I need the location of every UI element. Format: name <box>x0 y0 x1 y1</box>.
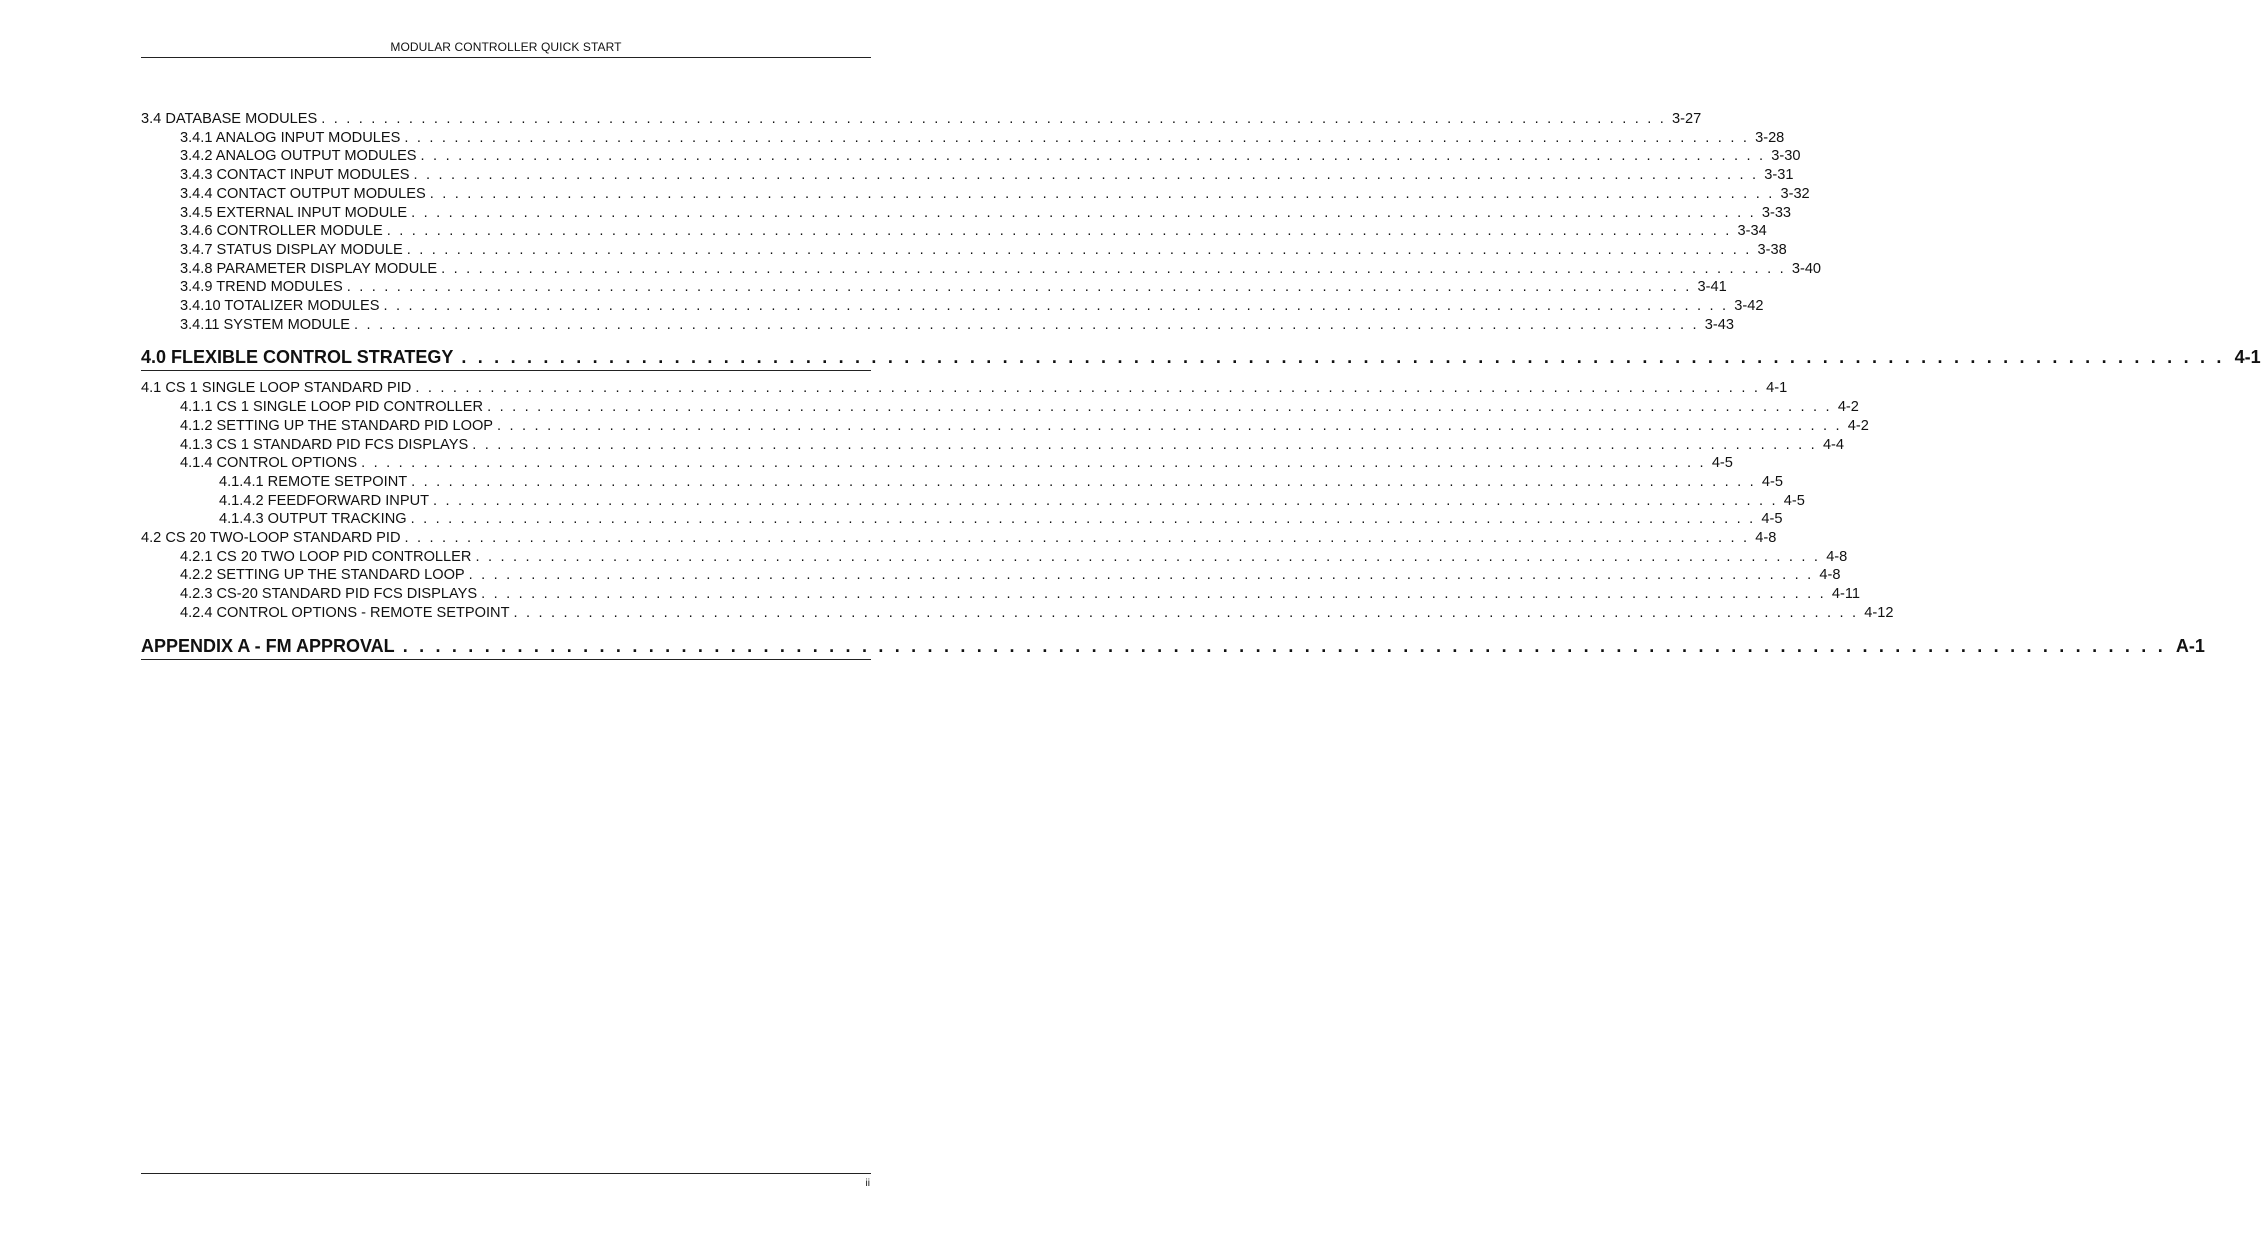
toc-entry-label: 4.1.4.2 FEEDFORWARD INPUT <box>219 492 430 509</box>
toc-entry[interactable] <box>141 297 1764 316</box>
dot-leader: . . . . . . . . . . . . . . . . . . . . . . . . . . . . . . . . . . . . . . . . . . . . . . . . . . . . . . . . . . . . . . . . . . . . . . . . . . . . . . . . . . . . . . . . . . . . . . . . . . . . . . . . . . . . <box>513 604 1859 621</box>
toc-entry-label: 4.2.3 CS-20 STANDARD PID FCS DISPLAYS <box>180 586 478 603</box>
dot-leader: . . . . . . . . . . . . . . . . . . . . . . . . . . . . . . . . . . . . . . . . . . . . . . . . . . . . . . . . . . . . . . . . . . . . . . . . . . . . . . . . . . . . . . . . . . . . . . . . . . . . . . . . . . . . <box>461 347 2225 368</box>
toc-entry-label: 4.1.4.3 OUTPUT TRACKING <box>219 511 407 528</box>
toc-entry-page: 4-2 <box>1837 399 1859 416</box>
toc-entry-page: 4-5 <box>1761 511 1783 528</box>
header-rule <box>141 57 871 58</box>
dot-leader: . . . . . . . . . . . . . . . . . . . . . . . . . . . . . . . . . . . . . . . . . . . . . . . . . . . . . . . . . . . . . . . . . . . . . . . . . . . . . . . . . . . . . . . . . . . . . . . . . . . . . . . . . . . . <box>429 185 1775 202</box>
toc-entry[interactable] <box>141 529 1777 548</box>
spacer <box>141 334 871 346</box>
spacer <box>141 623 871 635</box>
toc-entry-label: 3.4.2 ANALOG OUTPUT MODULES <box>180 148 417 165</box>
dot-leader: . . . . . . . . . . . . . . . . . . . . . . . . . . . . . . . . . . . . . . . . . . . . . . . . . . . . . . . . . . . . . . . . . . . . . . . . . . . . . . . . . . . . . . . . . . . . . . . . . . . . . . . . . . . . <box>475 548 1821 565</box>
toc-entry-label: 3.4.11 SYSTEM MODULE <box>180 316 351 333</box>
dot-leader: . . . . . . . . . . . . . . . . . . . . . . . . . . . . . . . . . . . . . . . . . . . . . . . . . . . . . . . . . . . . . . . . . . . . . . . . . . . . . . . . . . . . . . . . . . . . . . . . . . . . . . . . . . . . <box>433 492 1778 509</box>
dot-leader: . . . . . . . . . . . . . . . . . . . . . . . . . . . . . . . . . . . . . . . . . . . . . . . . . . . . . . . . . . . . . . . . . . . . . . . . . . . . . . . . . . . . . . . . . . . . . . . . . . . . . . . . . . . . <box>441 260 1786 277</box>
toc-entry-page: 3-28 <box>1755 129 1785 146</box>
toc-entry-label: 4.1.2 SETTING UP THE STANDARD PID LOOP <box>180 417 494 434</box>
dot-leader: . . . . . . . . . . . . . . . . . . . . . . . . . . . . . . . . . . . . . . . . . . . . . . . . . . . . . . . . . . . . . . . . . . . . . . . . . . . . . . . . . . . . . . . . . . . . . . . . . . . . . . . . . . . . <box>410 511 1756 528</box>
toc-entry[interactable] <box>141 204 1792 223</box>
toc-entry-page: 3-33 <box>1761 204 1792 221</box>
dot-leader: . . . . . . . . . . . . . . . . . . . . . . . . . . . . . . . . . . . . . . . . . . . . . . . . . . . . . . . . . . . . . . . . . . . . . . . . . . . . . . . . . . . . . . . . . . . . . . . . . . . . . . . . . . . . <box>497 417 1842 434</box>
toc-entry-page: 3-41 <box>1697 279 1727 296</box>
toc-entry-label: 4.2.4 CONTROL OPTIONS - REMOTE SETPOINT <box>180 604 510 621</box>
toc-entry-label: 3.4.8 PARAMETER DISPLAY MODULE <box>180 260 438 277</box>
toc-entry-label: 3.4.7 STATUS DISPLAY MODULE <box>180 241 403 258</box>
dot-leader: . . . . . . . . . . . . . . . . . . . . . . . . . . . . . . . . . . . . . . . . . . . . . . . . . . . . . . . . . . . . . . . . . . . . . . . . . . . . . . . . . . . . . . . . . . . . . . . . . . . . . . . . . . . . <box>420 148 1766 165</box>
toc-entry[interactable] <box>141 185 1810 204</box>
toc-entry[interactable] <box>141 166 1794 185</box>
dot-leader: . . . . . . . . . . . . . . . . . . . . . . . . . . . . . . . . . . . . . . . . . . . . . . . . . . . . . . . . . . . . . . . . . . . . . . . . . . . . . . . . . . . . . . . . . . . . . . . . . . . . . . . . . . . . <box>404 530 1750 547</box>
toc-entry[interactable] <box>141 110 1702 129</box>
dot-leader: . . . . . . . . . . . . . . . . . . . . . . . . . . . . . . . . . . . . . . . . . . . . . . . . . . . . . . . . . . . . . . . . . . . . . . . . . . . . . . . . . . . . . . . . . . . . . . . . . . . . . . . . . . . . <box>415 380 1761 397</box>
toc-chapter-label: APPENDIX A - FM APPROVAL <box>141 635 395 656</box>
toc-entry-label: 3.4.6 CONTROLLER MODULE <box>180 223 383 240</box>
dot-leader: . . . . . . . . . . . . . . . . . . . . . . . . . . . . . . . . . . . . . . . . . . . . . . . . . . . . . . . . . . . . . . . . . . . . . . . . . . . . . . . . . . . . . . . . . . . . . . . . . . . . . . . . . . . . <box>472 436 1817 453</box>
toc-entry-label: 4.2.2 SETTING UP THE STANDARD LOOP <box>180 567 465 584</box>
toc-entry-page: 4-12 <box>1864 604 1894 621</box>
toc-entry-page: 3-42 <box>1734 298 1764 315</box>
toc-entry[interactable] <box>141 492 1805 511</box>
dot-leader: . . . . . . . . . . . . . . . . . . . . . . . . . . . . . . . . . . . . . . . . . . . . . . . . . . . . . . . . . . . . . . . . . . . . . . . . . . . . . . . . . . . . . . . . . . . . . . . . . . . . . . . . . . . . <box>411 204 1756 221</box>
footer-rule <box>141 1173 871 1174</box>
toc-entry-page: 4-11 <box>1831 586 1860 603</box>
toc-entry-page: 4-8 <box>1819 567 1841 584</box>
dot-leader: . . . . . . . . . . . . . . . . . . . . . . . . . . . . . . . . . . . . . . . . . . . . . . . . . . . . . . . . . . . . . . . . . . . . . . . . . . . . . . . . . . . . . . . . . . . . . . . . . . . . . . . . . . . . <box>413 167 1759 184</box>
dot-leader: . . . . . . . . . . . . . . . . . . . . . . . . . . . . . . . . . . . . . . . . . . . . . . . . . . . . . . . . . . . . . . . . . . . . . . . . . . . . . . . . . . . . . . . . . . . . . . . . . . . . . . . . . . . . <box>346 279 1692 296</box>
dot-leader: . . . . . . . . . . . . . . . . . . . . . . . . . . . . . . . . . . . . . . . . . . . . . . . . . . . . . . . . . . . . . . . . . . . . . . . . . . . . . . . . . . . . . . . . . . . . . . . . . . . . . . . . . . . . <box>354 316 1699 333</box>
toc-chapter-label: 4.0 FLEXIBLE CONTROL STRATEGY <box>141 347 454 368</box>
toc-entry-label: 3.4.5 EXTERNAL INPUT MODULE <box>180 204 408 221</box>
toc-appendix-heading[interactable] <box>141 635 2205 660</box>
toc-entry-label: 3.4.10 TOTALIZER MODULES <box>180 298 380 315</box>
toc-entry-label: 3.4 DATABASE MODULES <box>141 111 318 127</box>
toc-entry-label: 4.2 CS 20 TWO-LOOP STANDARD PID <box>141 530 401 547</box>
toc-entry[interactable] <box>141 436 1845 455</box>
toc-entry[interactable] <box>141 379 1788 398</box>
toc-entry[interactable] <box>141 585 1860 604</box>
toc-entry[interactable] <box>141 510 1783 529</box>
toc-entry-page: 4-8 <box>1826 548 1848 565</box>
toc-entry-label: 4.1.3 CS 1 STANDARD PID FCS DISPLAYS <box>180 436 469 453</box>
dot-leader: . . . . . . . . . . . . . . . . . . . . . . . . . . . . . . . . . . . . . . . . . . . . . . . . . . . . . . . . . . . . . . . . . . . . . . . . . . . . . . . . . . . . . . . . . . . . . . . . . . . . . . . . . . . . <box>404 129 1750 146</box>
toc-entry[interactable] <box>141 566 1841 585</box>
toc-entry[interactable] <box>141 473 1783 492</box>
toc-entry-label: 3.4.1 ANALOG INPUT MODULES <box>180 129 401 146</box>
toc-entry[interactable] <box>141 260 1822 279</box>
toc-entry-page: 4-8 <box>1755 530 1777 547</box>
table-of-contents <box>141 110 2261 660</box>
toc-entry-page: 3-32 <box>1780 185 1810 202</box>
dot-leader: . . . . . . . . . . . . . . . . . . . . . . . . . . . . . . . . . . . . . . . . . . . . . . . . . . . . . . . . . . . . . . . . . . . . . . . . . . . . . . . . . . . . . . . . . . . . . . . . . . . . . . . . . . . . <box>402 635 2166 656</box>
toc-entry-page: 3-38 <box>1757 241 1787 258</box>
toc-entry-label: 3.4.4 CONTACT OUTPUT MODULES <box>180 185 426 202</box>
toc-entry[interactable] <box>141 316 1735 335</box>
running-header: MODULAR CONTROLLER QUICK START <box>390 40 622 54</box>
toc-entry-page: 3-34 <box>1737 223 1767 240</box>
toc-entry-label: 3.4.3 CONTACT INPUT MODULES <box>180 167 410 184</box>
toc-entry[interactable] <box>141 417 1869 436</box>
toc-entry-page: 3-30 <box>1771 148 1801 165</box>
toc-entry-page: 4-4 <box>1822 436 1845 453</box>
toc-entry-page: 4-5 <box>1711 455 1733 472</box>
toc-entry-page: 4-2 <box>1847 417 1869 434</box>
toc-entry[interactable] <box>141 454 1733 473</box>
toc-entry-label: 4.2.1 CS 20 TWO LOOP PID CONTROLLER <box>180 548 472 565</box>
toc-entry-page: 4-1 <box>1766 380 1788 397</box>
dot-leader: . . . . . . . . . . . . . . . . . . . . . . . . . . . . . . . . . . . . . . . . . . . . . . . . . . . . . . . . . . . . . . . . . . . . . . . . . . . . . . . . . . . . . . . . . . . . . . . . . . . . . . . . . . . . <box>321 111 1667 127</box>
toc-entry-label: 4.1.1 CS 1 SINGLE LOOP PID CONTROLLER <box>180 399 484 416</box>
toc-entry-page: 3-27 <box>1672 111 1702 127</box>
toc-entry-label: 4.1.4 CONTROL OPTIONS <box>180 455 358 472</box>
dot-leader: . . . . . . . . . . . . . . . . . . . . . . . . . . . . . . . . . . . . . . . . . . . . . . . . . . . . . . . . . . . . . . . . . . . . . . . . . . . . . . . . . . . . . . . . . . . . . . . . . . . . . . . . . . . . <box>406 241 1752 258</box>
toc-entry[interactable] <box>141 398 1859 417</box>
toc-entry-page: 4-5 <box>1761 473 1783 490</box>
page-number: ii <box>865 1178 870 1189</box>
toc-entry[interactable] <box>141 222 1767 241</box>
toc-entry[interactable] <box>141 147 1801 166</box>
toc-entry[interactable] <box>141 129 1785 148</box>
toc-chapter-heading[interactable] <box>141 346 2261 371</box>
toc-entry-page: 3-40 <box>1791 260 1822 277</box>
dot-leader: . . . . . . . . . . . . . . . . . . . . . . . . . . . . . . . . . . . . . . . . . . . . . . . . . . . . . . . . . . . . . . . . . . . . . . . . . . . . . . . . . . . . . . . . . . . . . . . . . . . . . . . . . . . . <box>487 399 1832 416</box>
toc-entry-page: 3-31 <box>1764 167 1794 184</box>
dot-leader: . . . . . . . . . . . . . . . . . . . . . . . . . . . . . . . . . . . . . . . . . . . . . . . . . . . . . . . . . . . . . . . . . . . . . . . . . . . . . . . . . . . . . . . . . . . . . . . . . . . . . . . . . . . . <box>411 473 1756 490</box>
toc-entry-page: 3-43 <box>1704 316 1735 333</box>
toc-entry[interactable] <box>141 278 1727 297</box>
spacer <box>141 371 871 379</box>
toc-entry[interactable] <box>141 548 1848 567</box>
dot-leader: . . . . . . . . . . . . . . . . . . . . . . . . . . . . . . . . . . . . . . . . . . . . . . . . . . . . . . . . . . . . . . . . . . . . . . . . . . . . . . . . . . . . . . . . . . . . . . . . . . . . . . . . . . . . <box>468 567 1814 584</box>
dot-leader: . . . . . . . . . . . . . . . . . . . . . . . . . . . . . . . . . . . . . . . . . . . . . . . . . . . . . . . . . . . . . . . . . . . . . . . . . . . . . . . . . . . . . . . . . . . . . . . . . . . . . . . . . . . . <box>361 455 1706 472</box>
dot-leader: . . . . . . . . . . . . . . . . . . . . . . . . . . . . . . . . . . . . . . . . . . . . . . . . . . . . . . . . . . . . . . . . . . . . . . . . . . . . . . . . . . . . . . . . . . . . . . . . . . . . . . . . . . . . <box>386 223 1732 240</box>
toc-entry-label: 3.4.9 TREND MODULES <box>180 279 343 296</box>
toc-chapter-page: 4-1 <box>2234 347 2261 368</box>
toc-entry[interactable] <box>141 241 1787 260</box>
toc-entry-page: 4-5 <box>1783 492 1805 509</box>
toc-entry[interactable] <box>141 604 1894 623</box>
dot-leader: . . . . . . . . . . . . . . . . . . . . . . . . . . . . . . . . . . . . . . . . . . . . . . . . . . . . . . . . . . . . . . . . . . . . . . . . . . . . . . . . . . . . . . . . . . . . . . . . . . . . . . . . . . . . <box>481 586 1826 603</box>
toc-entry-label: 4.1.4.1 REMOTE SETPOINT <box>219 473 408 490</box>
dot-leader: . . . . . . . . . . . . . . . . . . . . . . . . . . . . . . . . . . . . . . . . . . . . . . . . . . . . . . . . . . . . . . . . . . . . . . . . . . . . . . . . . . . . . . . . . . . . . . . . . . . . . . . . . . . . <box>383 298 1729 315</box>
toc-chapter-page: A-1 <box>2175 635 2205 656</box>
toc-entry-label: 4.1 CS 1 SINGLE LOOP STANDARD PID <box>141 380 412 397</box>
